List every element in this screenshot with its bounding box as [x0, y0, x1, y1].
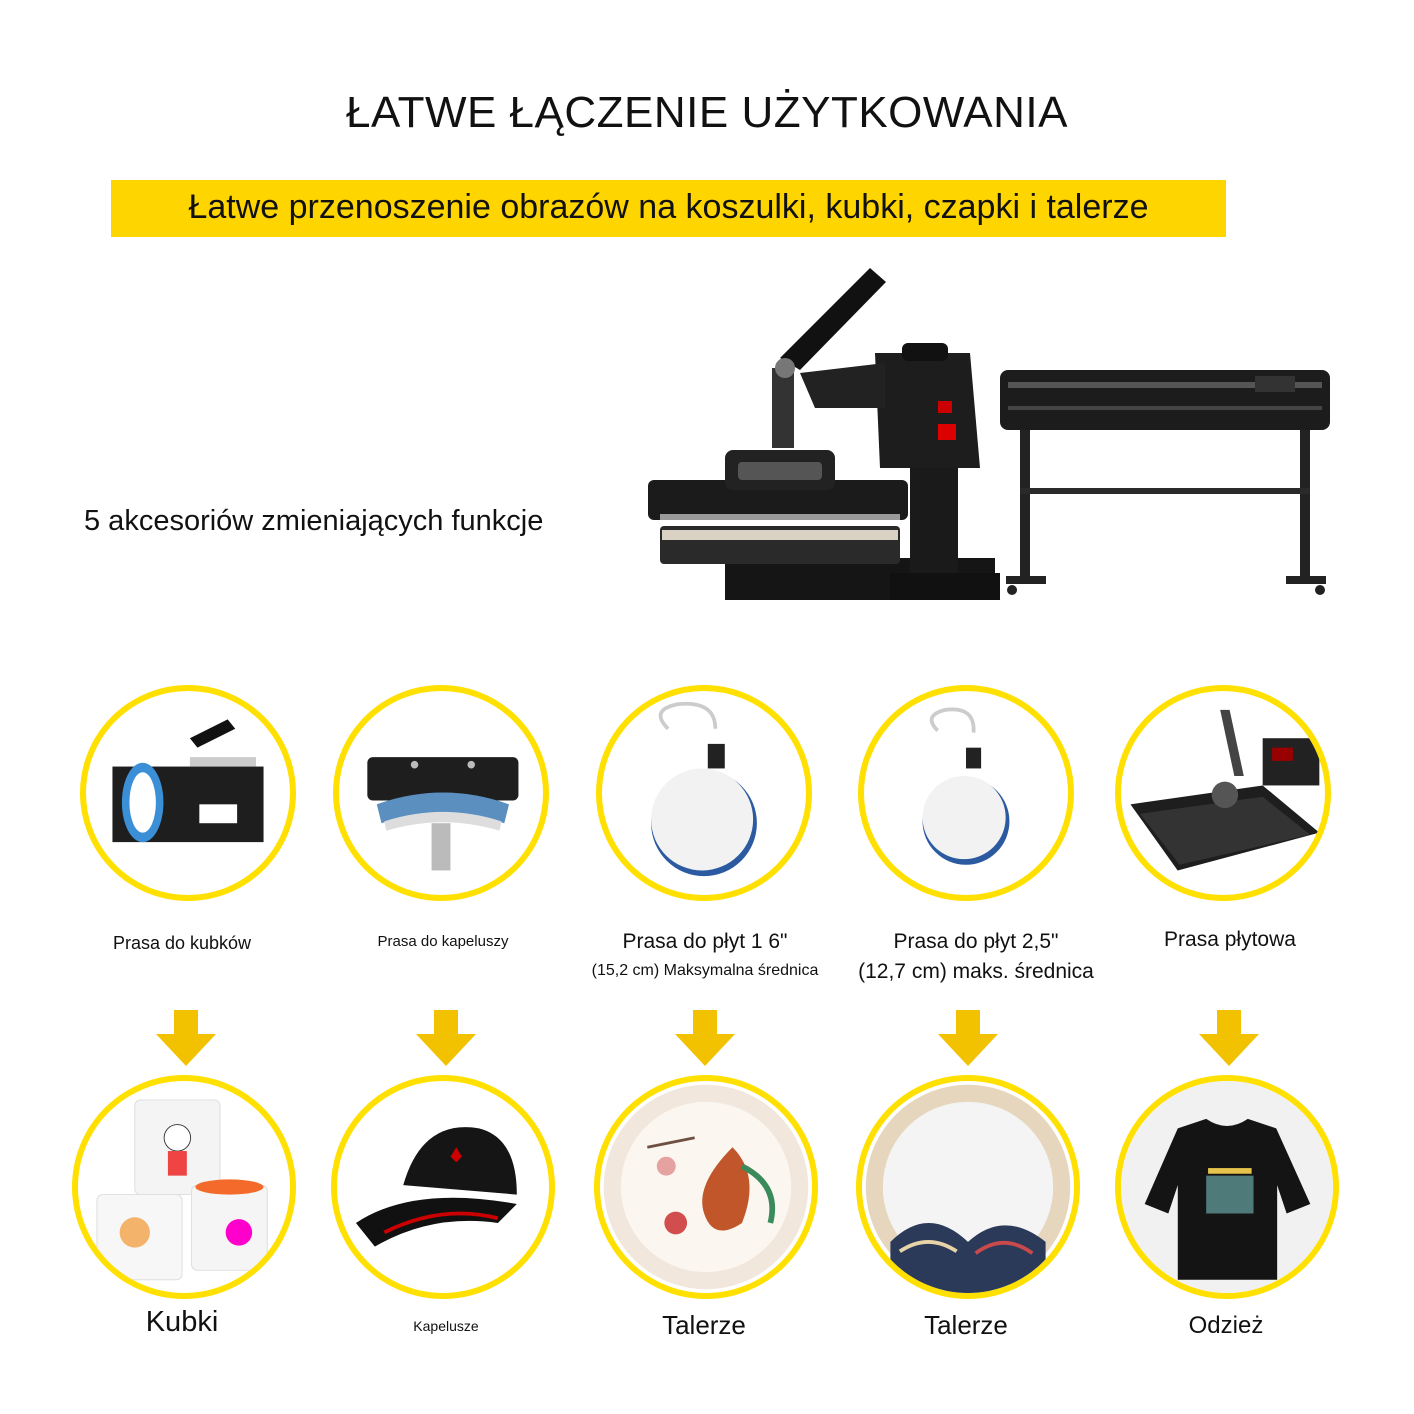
cap-circle	[331, 1075, 555, 1299]
arrow-down-icon	[156, 1010, 216, 1066]
accessory-label: Prasa do płyt 2,5" (12,7 cm) maks. średnica	[858, 930, 1094, 983]
heat-press-and-cutter-image	[640, 258, 1340, 608]
mugs-circle	[72, 1075, 296, 1299]
product-label: Kubki	[145, 1306, 219, 1338]
decorated-plate-icon	[600, 1081, 812, 1293]
arrow-down-icon	[416, 1010, 476, 1066]
flat-press-icon	[1121, 691, 1325, 895]
mug-press-icon	[86, 691, 290, 895]
accessory-label: Prasa do kubków	[112, 933, 252, 953]
plate-press-large-icon	[602, 691, 806, 895]
sweatshirt-circle	[1115, 1075, 1339, 1299]
mug-press-circle	[80, 685, 296, 901]
arrow-down-icon	[938, 1010, 998, 1066]
flat-press-circle	[1115, 685, 1331, 901]
plain-plate-circle	[856, 1075, 1080, 1299]
page-title: ŁATWE ŁĄCZENIE UŻYTKOWANIA	[346, 88, 1068, 137]
product-label: Talerze	[662, 1310, 746, 1340]
arrow-down-icon	[675, 1010, 735, 1066]
hat-press-icon	[339, 691, 543, 895]
sweatshirt-icon	[1121, 1081, 1333, 1293]
product-label: Kapelusze	[413, 1318, 479, 1334]
decorated-plate-circle	[594, 1075, 818, 1299]
accessory-label: Prasa płytowa	[1164, 928, 1296, 951]
accessory-label: Prasa do płyt 1 6" (15,2 cm) Maksymalna średnica	[591, 930, 819, 979]
plate-press-large-circle	[596, 685, 812, 901]
banner-text: Łatwe przenoszenie obrazów na koszulki, kubki, czapki i talerze	[188, 188, 1149, 226]
plate-press-small-circle	[858, 685, 1074, 901]
hat-press-circle	[333, 685, 549, 901]
promo-banner	[111, 180, 1226, 237]
mugs-icon	[78, 1081, 290, 1293]
cap-icon	[337, 1081, 549, 1293]
arrow-down-icon	[1199, 1010, 1259, 1066]
product-label: Odzież	[1188, 1312, 1264, 1339]
accessory-label: Prasa do kapeluszy	[377, 933, 509, 950]
product-label: Talerze	[924, 1310, 1008, 1340]
plain-plate-icon	[862, 1081, 1074, 1293]
hero-label: 5 akcesoriów zmieniających funkcje	[84, 505, 544, 537]
plate-press-small-icon	[864, 691, 1068, 895]
